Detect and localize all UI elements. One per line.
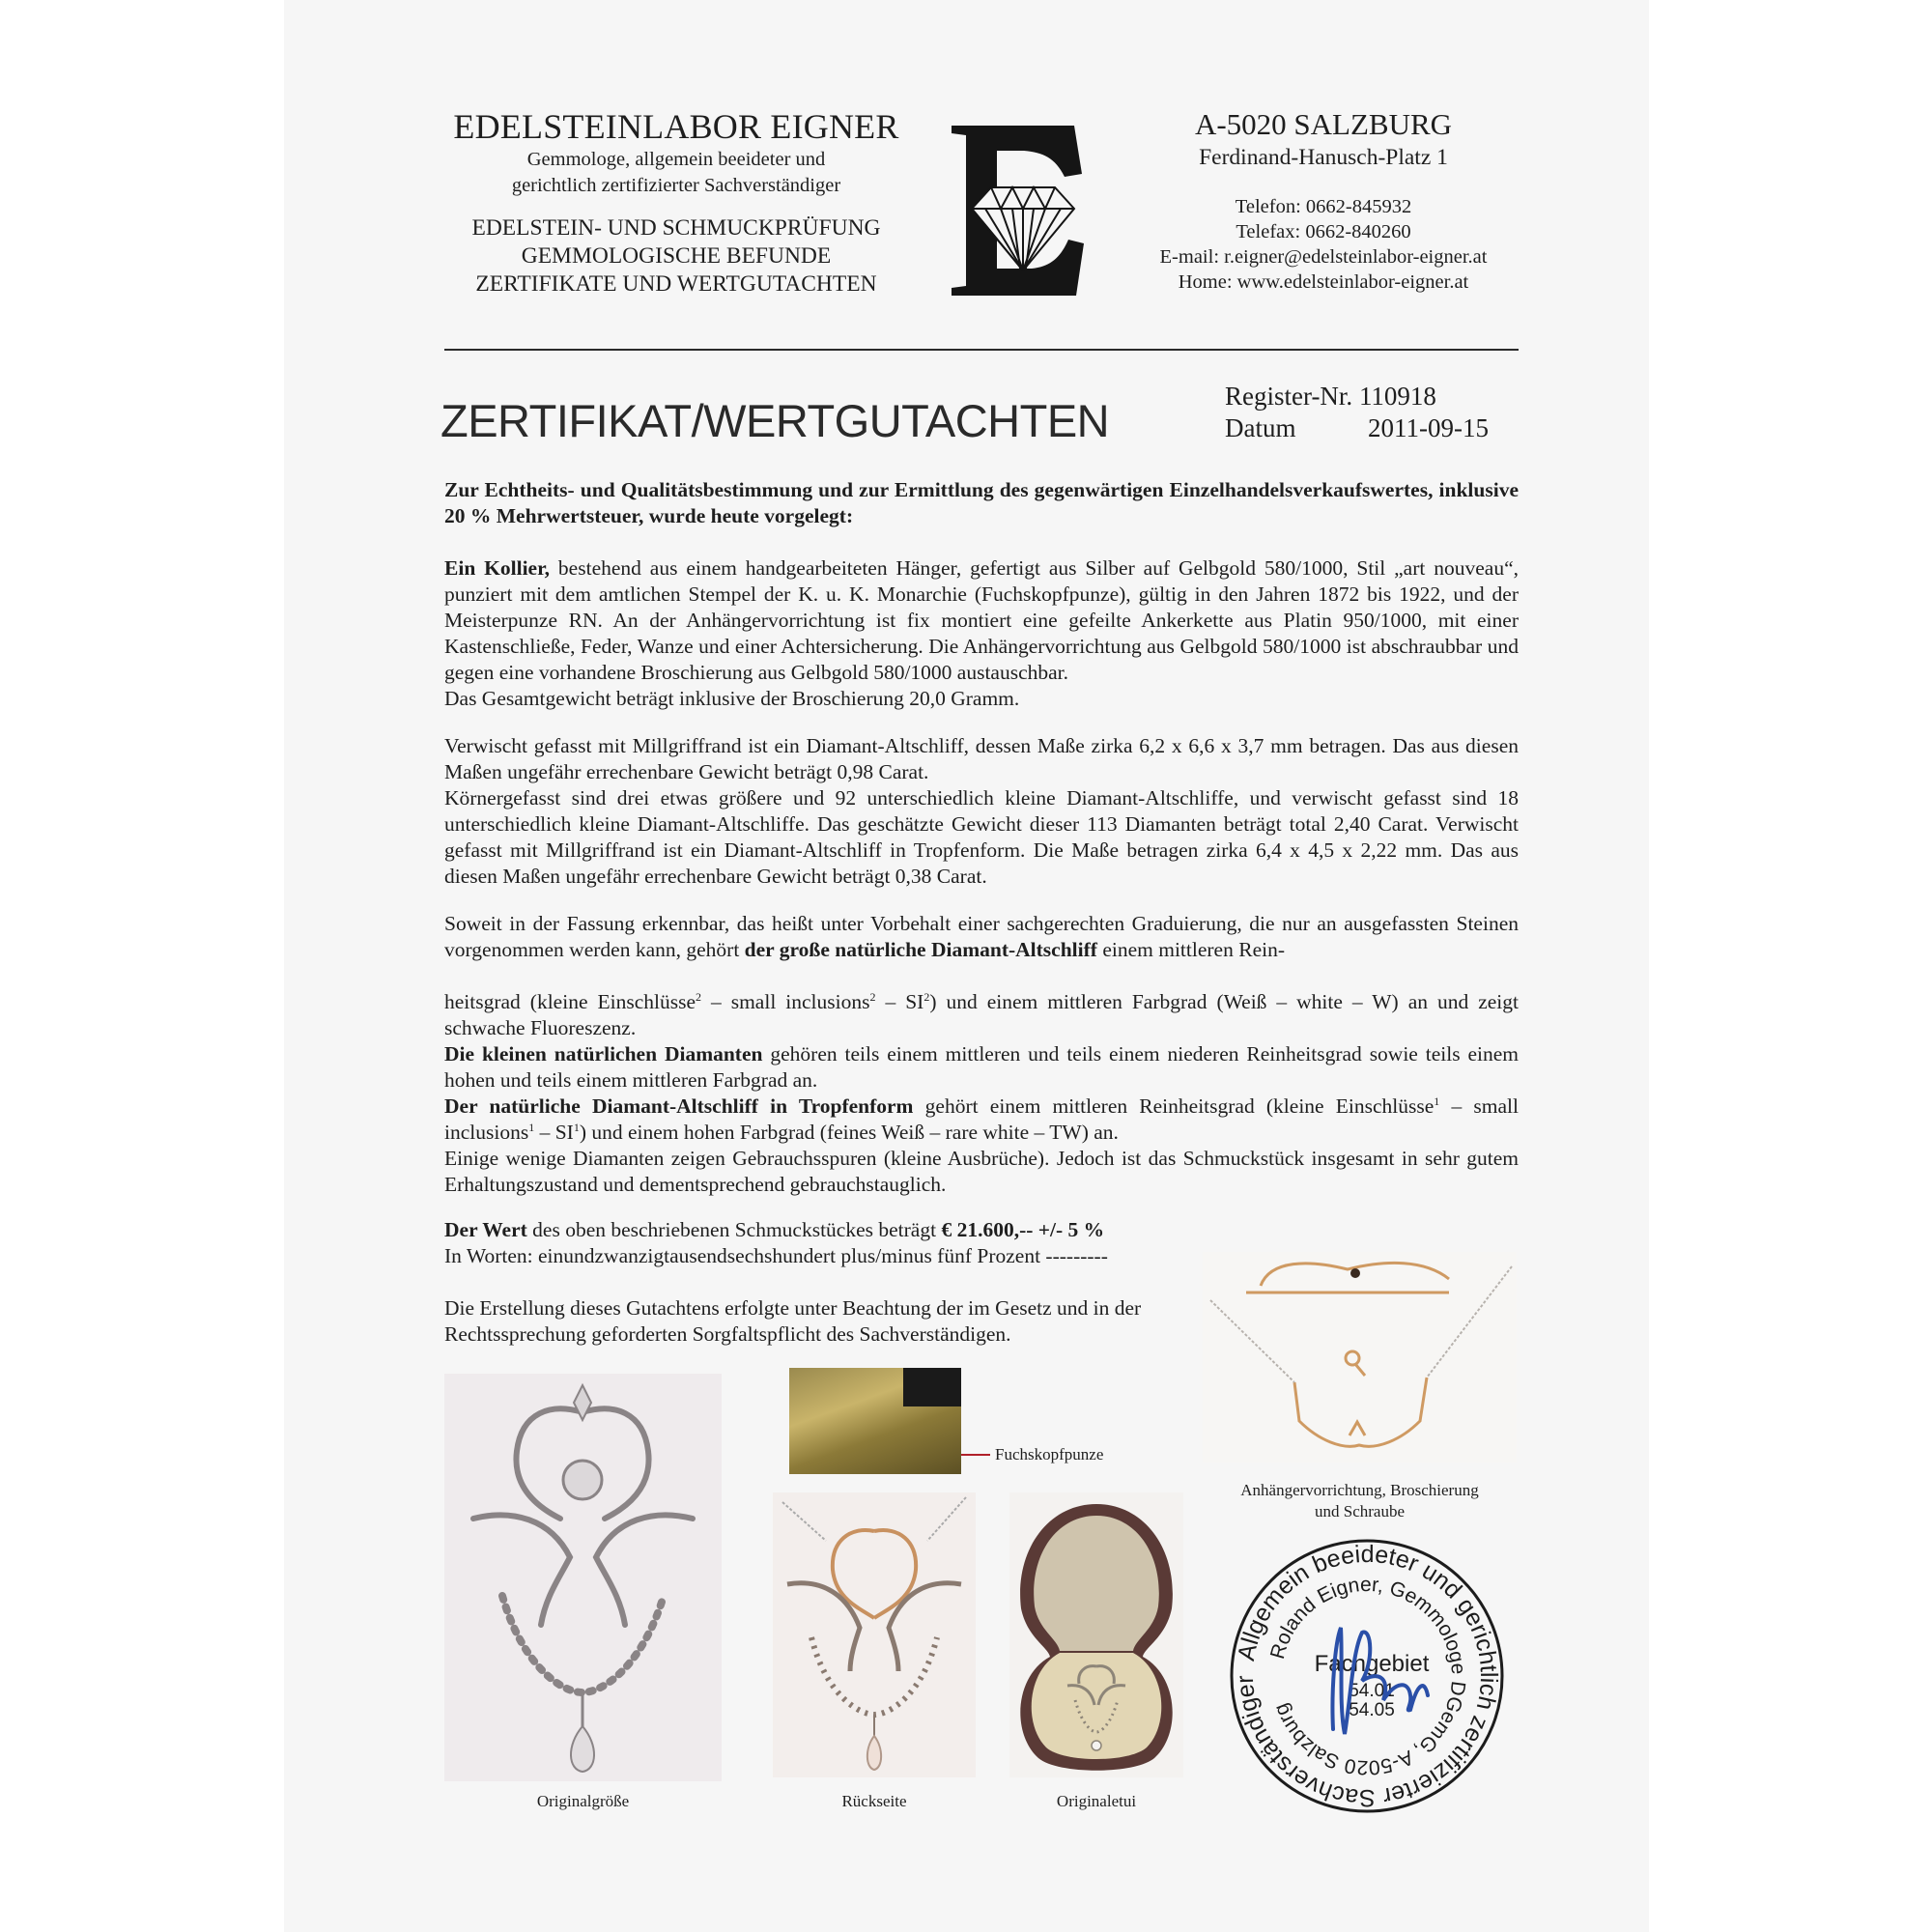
intro-text: Zur Echtheits- und Qualitätsbestimmung und zur Ermittlung des gegenwärtigen Einzelhandelsverkaufswertes, inklusive 20 % Mehrwertsteuer, wurde heute vorgelegt: bbox=[444, 478, 1519, 527]
item-label: Ein Kollier, bbox=[444, 556, 551, 580]
firm-name: EDELSTEINLABOR EIGNER bbox=[453, 107, 899, 146]
total-weight: Das Gesamtgewicht beträgt inklusive der Broschierung 20,0 Gramm. bbox=[444, 687, 1020, 710]
register-block bbox=[1225, 381, 1489, 444]
telephone: Telefon: 0662-845932 bbox=[1235, 196, 1412, 217]
svg-text:54.05: 54.05 bbox=[1349, 1700, 1395, 1720]
photo-hallmark bbox=[789, 1368, 961, 1474]
photo-original-size bbox=[444, 1374, 722, 1781]
clarity-paragraph: heitsgrad (kleine Einschlüsse$^2$ – small inclusions$^2$ – $SI^2$) und einem mittleren Farbgrad (Weiß – white – W) an und zeigt schwache Fluoreszenz. Die kleinen natürlichen Diamanten gehören teils einem mittleren und teils einem niederen Reinheitsgrad sowie teils einem hohen und teils einem mittleren Farbgrad an. Der natürliche Diamant-Altschliff in Tropfenform gehört einem mittleren Reinheitsgrad (kleine Einschlüsse$^1$ – small inclusions$^1$ – $SI^1$) und einem hohen Farbgrad (feines Weiß – rare white – TW) an. Einige wenige Diamanten zeigen Gebrauchsspuren (kleine Ausbrüche). Jedoch ist das Schmuckstück insgesamt in sehr gutem Erhaltungszustand und dementsprechend gebrauchstauglich. bbox=[444, 989, 1520, 1196]
photo-fittings bbox=[1203, 1252, 1517, 1463]
document-title: ZERTIFIKAT/WERTGUTACHTEN bbox=[440, 395, 1110, 446]
caption-original-size: Originalgröße bbox=[536, 1792, 630, 1810]
caption-back-side: Rückseite bbox=[841, 1792, 907, 1810]
description-paragraph bbox=[444, 555, 1519, 712]
value-in-words: In Worten: einundzwanzigtausendsechshundert plus/minus fünf Prozent --------- bbox=[444, 1244, 1108, 1267]
seal-center-label: Fachgebiet bbox=[1314, 1651, 1430, 1677]
header-divider bbox=[444, 349, 1519, 351]
letterhead-right bbox=[1121, 106, 1526, 295]
main-diamond-text: Verwischt gefasst mit Millgriffrand ist ein Diamant-Altschliff, dessen Maße zirka 6,2 x 6,6 x 3,7 mm betragen. Das aus diesen Maßen ungefähr errechenbare Gewicht beträgt 0,98 Carat. bbox=[444, 734, 1519, 783]
photo-original-case bbox=[1009, 1492, 1183, 1777]
closing-statement: Die Erstellung dieses Gutachtens erfolgte unter Beachtung der im Gesetz und in der Rechtssprechung geforderten Sorgfaltspflicht des Sachverständigen. bbox=[444, 1296, 1142, 1346]
seal-outer-text: Allgemein beeideter und gerichtlich zertifizierter Sachverständiger bbox=[1231, 1540, 1503, 1812]
small-diamonds-text: Körnergefasst sind drei etwas größere und 92 unterschiedlich kleine Diamant-Altschliffe, und verwischt gefasst sind 18 unterschiedlich kleine Diamant-Altschliffe. Das geschätzte Gewicht dieser 113 Diamanten beträgt total 2,40 Carat. Verwischt gefasst mit Millgriffrand ist ein Diamant-Altschliff in Tropfenform. Die Maße betragen zirka 6,4 x 4,5 x 2,22 mm. Das aus diesen Maßen ungefähr errechenbare Gewicht beträgt 0,38 Carat. bbox=[444, 786, 1519, 888]
official-seal-stamp bbox=[1227, 1536, 1507, 1816]
photo-back-side bbox=[773, 1492, 976, 1777]
service-line: ZERTIFIKATE UND WERTGUTACHTEN bbox=[475, 271, 877, 297]
drop-diamond-label: Der natürliche Diamant-Altschliff in Tropfenform bbox=[444, 1094, 914, 1118]
email-link[interactable]: E-mail: r.eigner@edelsteinlabor-eigner.at bbox=[1159, 246, 1488, 268]
city: A-5020 SALZBURG bbox=[1194, 107, 1453, 141]
caption-fittings: Anhängervorrichtung, Broschierung und Schraube bbox=[1240, 1481, 1479, 1520]
intro-paragraph bbox=[444, 477, 1519, 529]
firm-subtitle-line2: gerichtlich zertifizierter Sachverständiger bbox=[511, 175, 841, 196]
condition-text: Einige wenige Diamanten zeigen Gebrauchsspuren (kleine Ausbrüche). Jedoch ist das Schmuckstück insgesamt in sehr gutem Erhaltungszustand und dementsprechend gebrauchstauglich. bbox=[444, 1147, 1519, 1196]
homepage-link[interactable]: Home: www.edelsteinlabor-eigner.at bbox=[1178, 271, 1469, 293]
value-amount: € 21.600,-- +/- 5 % bbox=[941, 1218, 1105, 1241]
register-number: 110918 bbox=[1358, 382, 1436, 411]
street-address: Ferdinand-Hanusch-Platz 1 bbox=[1199, 145, 1448, 170]
svg-text:54.01: 54.01 bbox=[1349, 1681, 1395, 1701]
small-diamonds-label: Die kleinen natürlichen Diamanten bbox=[444, 1042, 763, 1065]
caption-original-case: Originaletui bbox=[1056, 1792, 1137, 1810]
letter-e-diamond-logo-icon bbox=[947, 124, 1101, 298]
date-label: Datum bbox=[1225, 413, 1296, 442]
telefax: Telefax: 0662-840260 bbox=[1236, 221, 1411, 242]
grading-paragraph: Soweit in der Fassung erkennbar, das heißt unter Vorbehalt einer sachgerechten Graduierung, die nur an ausgefassten Steinen vorgenommen werden kann, gehört der große natürliche Diamant-Altschliff einem mittleren Rein- bbox=[444, 912, 1519, 961]
item-description: bestehend aus einem handgearbeiteten Hänger, gefertigt aus Silber auf Gelbgold 580/1000, Stil „art nouveau“, punziert mit dem amtlichen Stempel der K. u. K. Monarchie (Fuchskopfpunze), gültig in den Jahren 1872 bis 1922, und der Meisterpunze RN. An der Anhängervorrichtung ist fix montiert eine gefeilte Ankerkette aus Platin 950/1000, mit einer Kastenschließe, Feder, Wanze und einer Achtersicherung. Die Anhängervorrichtung aus Gelbgold 580/1000 ist abschraubbar und gegen eine vorhandene Broschierung aus Gelbgold 580/1000 austauschbar. bbox=[444, 556, 1519, 684]
letterhead-left bbox=[406, 106, 947, 298]
date-value: 2011-09-15 bbox=[1368, 413, 1489, 442]
valuation-block: Der Wert des oben beschriebenen Schmuckstückes beträgt € 21.600,-- +/- 5 % In Worten: einundzwanzigtausendsechshundert plus/minus fünf Prozent --------- Die Erstellung dieses Gutachtens erfolgte unter Beachtung der im Gesetz und in der Rechtssprechung geforderten Sorgfaltspflicht des Sachverständigen. bbox=[444, 1217, 1179, 1348]
diamond-details bbox=[444, 733, 1519, 890]
hallmark-pointer-line bbox=[961, 1454, 990, 1456]
caption-hallmark: Fuchskopfpunze bbox=[995, 1445, 1104, 1463]
large-diamond-label: der große natürliche Diamant-Altschliff bbox=[744, 938, 1097, 961]
service-line: GEMMOLOGISCHE BEFUNDE bbox=[521, 243, 832, 269]
seal-inner-text: Roland Eigner, Gemmologe DGemG, A-5020 Salzburg bbox=[1265, 1573, 1470, 1779]
value-label: Der Wert bbox=[444, 1218, 527, 1241]
firm-subtitle-line1: Gemmologe, allgemein beeideter und bbox=[526, 149, 826, 170]
service-line: EDELSTEIN- UND SCHMUCKPRÜFUNG bbox=[471, 215, 881, 241]
register-label: Register-Nr. bbox=[1225, 382, 1353, 411]
